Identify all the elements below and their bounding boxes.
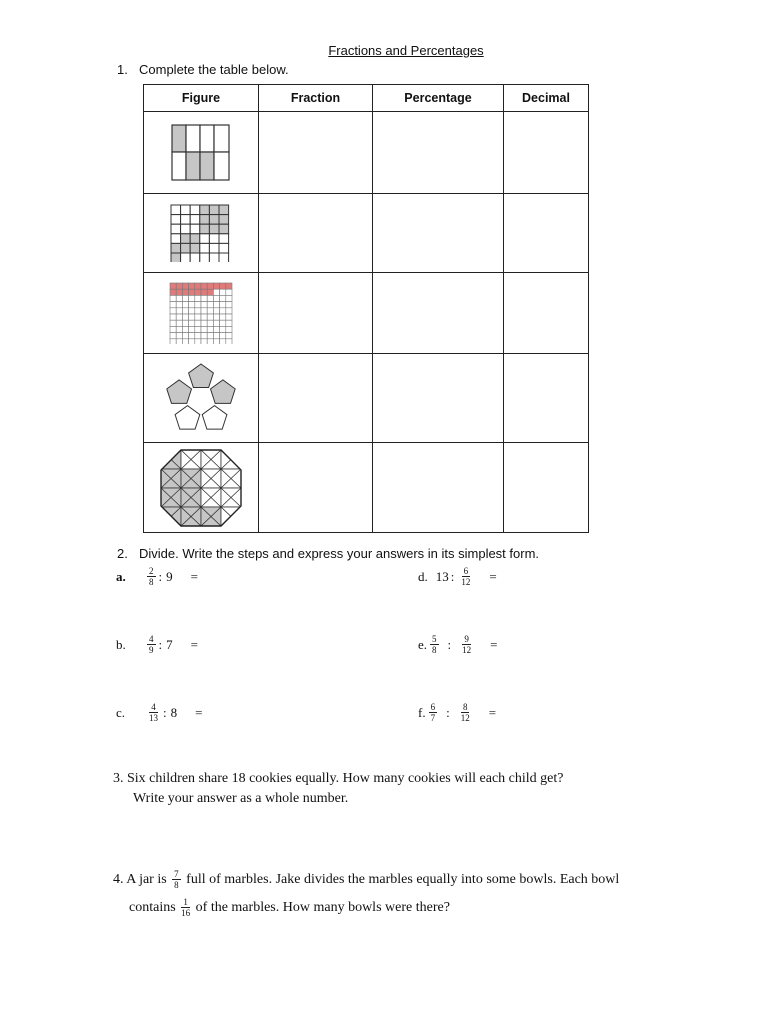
table-header-row: [144, 85, 589, 112]
grid-cell: [207, 302, 213, 308]
decimal-answer-cell[interactable]: [504, 194, 589, 273]
hundred-grid-figure: [169, 282, 233, 344]
grid-cell: [176, 333, 182, 339]
problem-d: [418, 566, 497, 587]
grid-cell: [209, 234, 219, 244]
grid-cell: [207, 333, 213, 339]
grid-cell: [226, 320, 232, 326]
grid-cell: [220, 320, 226, 326]
question-3: [113, 769, 563, 809]
grid-cell: [189, 295, 195, 301]
grid-cell: [170, 283, 176, 289]
figure-cell: [144, 273, 259, 354]
question-text: 4. A jar is: [113, 872, 167, 887]
grid-cell: [182, 333, 188, 339]
grid-cell: [171, 224, 181, 234]
table-row: [144, 112, 589, 194]
grid-cell: [220, 308, 226, 314]
grid-cell: [189, 283, 195, 289]
question-number: 1.: [117, 62, 128, 77]
table-row: [144, 443, 589, 533]
grid-cell: [171, 205, 181, 215]
grid-cell: [181, 234, 191, 244]
grid-cell: [201, 295, 207, 301]
table-row: [144, 354, 589, 443]
grid-cell: [213, 333, 219, 339]
problem-c: [116, 702, 202, 723]
equals-sign: =: [195, 704, 203, 720]
question-text: Divide. Write the steps and express your answers in its simplest form.: [139, 546, 540, 561]
fraction-answer-cell[interactable]: [259, 354, 373, 443]
figure-cell: [144, 112, 259, 194]
grid-cell: [182, 320, 188, 326]
grid-cell: [219, 243, 229, 253]
grid-cell: [219, 253, 229, 262]
header-decimal: Decimal: [504, 85, 589, 112]
grid-cell: [176, 320, 182, 326]
grid-cell: [219, 215, 229, 225]
question-number: 2.: [117, 546, 128, 561]
grid-cell: [207, 308, 213, 314]
problem-label: e.: [418, 636, 428, 652]
grid-cell: [182, 302, 188, 308]
problem-e: [418, 634, 498, 655]
header-fraction: Fraction: [259, 85, 373, 112]
grid-cell: [170, 320, 176, 326]
grid-cell: [170, 295, 176, 301]
grid-cell: [209, 243, 219, 253]
fraction: $\frac{9}{12}$: [462, 634, 472, 655]
grid-cell: [207, 283, 213, 289]
grid-cell: [176, 283, 182, 289]
grid-cell: [195, 314, 201, 320]
pentagon-shape: [189, 364, 214, 388]
grid-cell: [176, 314, 182, 320]
fraction: $\frac{6}{12}$: [461, 566, 471, 587]
equals-sign: =: [190, 568, 198, 584]
percentage-answer-cell[interactable]: [373, 112, 504, 194]
problem-f: [418, 702, 496, 723]
grid-cell: [226, 326, 232, 332]
fraction: $\frac{7}{8}$: [174, 869, 179, 891]
pentagon-shape: [167, 380, 192, 404]
grid-cell: [190, 224, 200, 234]
grid-cell: [201, 283, 207, 289]
figure-cell: [144, 354, 259, 443]
grid-cell: [176, 308, 182, 314]
grid-cell: [189, 320, 195, 326]
grid-cell: [195, 295, 201, 301]
question-text: Complete the table below.: [139, 62, 289, 77]
operand: 13: [435, 568, 449, 584]
pentagon-shape: [202, 406, 227, 430]
grid-cell: [195, 320, 201, 326]
rect-grid-figure: [171, 124, 231, 182]
colon: :: [158, 636, 163, 652]
grid-cell: [201, 314, 207, 320]
figure-cell: [144, 443, 259, 533]
table-row: [144, 194, 589, 273]
grid-cell: [189, 302, 195, 308]
equals-sign: =: [190, 636, 198, 652]
grid-cell: [171, 215, 181, 225]
question-text: 3. Six children share 18 cookies equally. How many cookies will each child get?: [113, 771, 564, 786]
figure-cell: [144, 194, 259, 273]
grid-cell: [220, 314, 226, 320]
grid-cell: [207, 326, 213, 332]
grid-cell: [200, 243, 210, 253]
colon: :: [446, 704, 450, 720]
grid-cell: [171, 253, 181, 262]
grid-cell: [201, 308, 207, 314]
grid-cell: [226, 308, 232, 314]
decimal-answer-cell[interactable]: [504, 354, 589, 443]
grid-cell: [170, 289, 176, 295]
grid-cell: [171, 243, 181, 253]
grid-cell: [220, 302, 226, 308]
grid-cell: [189, 289, 195, 295]
grid-cell: [189, 314, 195, 320]
problem-label: a.: [116, 568, 126, 584]
fraction-answer-cell[interactable]: [259, 273, 373, 354]
grid-cell: [171, 234, 181, 244]
grid-cell: [201, 333, 207, 339]
problem-a: [116, 566, 198, 587]
grid-cell: [201, 302, 207, 308]
percentage-answer-cell[interactable]: [373, 194, 504, 273]
question-text: contains: [129, 900, 176, 915]
grid-cell: [207, 289, 213, 295]
grid-cell: [182, 314, 188, 320]
fraction: $\frac{8}{12}$: [460, 702, 470, 723]
page-title: Fractions and Percentages: [328, 43, 484, 58]
grid-cell: [190, 253, 200, 262]
equals-sign: =: [489, 568, 497, 584]
grid-cell: [201, 339, 207, 344]
fraction: $\frac{5}{8}$: [432, 634, 437, 655]
grid-cell: [190, 215, 200, 225]
question-text: Write your answer as a whole number.: [133, 791, 349, 806]
grid-cell: [181, 243, 191, 253]
grid-cell: [213, 314, 219, 320]
question-4: [113, 866, 619, 922]
grid-cell: [195, 326, 201, 332]
grid-cell: [200, 224, 210, 234]
grid-cell: [190, 243, 200, 253]
grid-cell: [182, 326, 188, 332]
grid-cell: [182, 339, 188, 344]
grid-cell: [220, 339, 226, 344]
grid-cell: [200, 234, 210, 244]
grid-cell: [219, 234, 229, 244]
grid-cell: [207, 295, 213, 301]
grid-cell: [176, 326, 182, 332]
grid-cell: [226, 295, 232, 301]
grid-cell: [213, 308, 219, 314]
grid-cell: [201, 289, 207, 295]
grid-cell: [213, 289, 219, 295]
header-figure: Figure: [144, 85, 259, 112]
grid-cell: [226, 289, 232, 295]
fraction: $\frac{1}{16}$: [181, 897, 191, 919]
grid-cell: [220, 283, 226, 289]
octagon-figure: [159, 448, 243, 528]
fraction-answer-cell[interactable]: [259, 443, 373, 533]
grid-cell: [195, 339, 201, 344]
grid-cell: [200, 215, 210, 225]
grid-cell: [209, 215, 219, 225]
grid-cell: [226, 314, 232, 320]
grid-cell: [200, 253, 210, 262]
decimal-answer-cell[interactable]: [504, 273, 589, 354]
grid-cell: [219, 205, 229, 215]
percentage-answer-cell[interactable]: [373, 273, 504, 354]
grid-cell: [207, 314, 213, 320]
grid-cell: [220, 295, 226, 301]
grid-cell: [213, 283, 219, 289]
grid-cell: [209, 205, 219, 215]
grid-cell: [195, 302, 201, 308]
octagon-pieces: [161, 450, 241, 526]
grid-cell: [189, 339, 195, 344]
grid-cell: [176, 289, 182, 295]
percentage-answer-cell[interactable]: [373, 443, 504, 533]
grid-cell: [207, 339, 213, 344]
grid-cell: [189, 326, 195, 332]
percentage-answer-cell[interactable]: [373, 354, 504, 443]
fraction-answer-cell[interactable]: [259, 194, 373, 273]
colon: :: [447, 636, 452, 652]
grid-cell: [209, 224, 219, 234]
grid-cell: [195, 289, 201, 295]
six-by-six-grid-figure: [170, 204, 232, 262]
problem-label: b.: [116, 636, 126, 652]
decimal-answer-cell[interactable]: [504, 112, 589, 194]
grid-cell: [226, 339, 232, 344]
pentagon-shape: [175, 406, 200, 430]
grid-cell: [182, 295, 188, 301]
grid-cell: [170, 326, 176, 332]
problem-label: c.: [116, 704, 126, 720]
header-percentage: Percentage: [373, 85, 504, 112]
grid-cell: [170, 308, 176, 314]
fraction-answer-cell[interactable]: [259, 112, 373, 194]
table-row: [144, 273, 589, 354]
grid-cell: [190, 205, 200, 215]
equals-sign: =: [488, 704, 497, 720]
fractions-table: [143, 84, 589, 533]
grid-cell: [170, 314, 176, 320]
grid-cell: [201, 320, 207, 326]
fraction: $\frac{2}{8}$: [149, 566, 154, 587]
decimal-answer-cell[interactable]: [504, 443, 589, 533]
equals-sign: =: [490, 636, 498, 652]
pentagon-flower-figure: [159, 362, 243, 434]
grid-cell: [201, 326, 207, 332]
grid-cell: [207, 320, 213, 326]
grid-cell: [200, 205, 210, 215]
grid-cell: [170, 302, 176, 308]
question-text: of the marbles. How many bowls were there?: [195, 900, 450, 915]
grid-cell: [213, 295, 219, 301]
grid-cell: [195, 333, 201, 339]
grid-cell: [195, 308, 201, 314]
grid-cell: [181, 224, 191, 234]
grid-cell: [176, 302, 182, 308]
grid-cell: [220, 333, 226, 339]
grid-cell: [181, 215, 191, 225]
grid-cell: [213, 302, 219, 308]
colon: :: [163, 704, 167, 720]
grid-cell: [182, 289, 188, 295]
operand: 9: [166, 568, 173, 584]
problem-label: d.: [418, 568, 428, 584]
grid-cell: [181, 205, 191, 215]
grid-cell: [226, 302, 232, 308]
grid-cell: [226, 283, 232, 289]
grid-cell: [176, 339, 182, 344]
grid-cell: [220, 326, 226, 332]
grid-cell: [189, 308, 195, 314]
grid-cell: [182, 283, 188, 289]
operand: 8: [170, 704, 178, 720]
grid-cell: [226, 333, 232, 339]
fraction: $\frac{4}{9}$: [149, 634, 154, 655]
operand: 7: [166, 636, 173, 652]
grid-cell: [195, 283, 201, 289]
grid-cell: [213, 339, 219, 344]
grid-cell: [181, 253, 191, 262]
question-2: [117, 546, 539, 561]
grid-cell: [170, 339, 176, 344]
grid-cell: [209, 253, 219, 262]
problem-b: [116, 634, 198, 655]
colon: :: [450, 568, 455, 584]
grid-cell: [213, 320, 219, 326]
grid-cell: [182, 308, 188, 314]
fraction: $\frac{4}{13}$: [149, 702, 158, 723]
pentagon-shape: [211, 380, 236, 404]
question-text: full of marbles. Jake divides the marbles equally into some bowls. Each bowl: [186, 872, 620, 887]
grid-cell: [189, 333, 195, 339]
grid-cell: [190, 234, 200, 244]
grid-cell: [176, 295, 182, 301]
grid-cell: [220, 289, 226, 295]
grid-cell: [170, 333, 176, 339]
question-1: [117, 62, 289, 77]
colon: :: [158, 568, 163, 584]
fraction: $\frac{6}{7}$: [430, 702, 436, 723]
grid-cell: [219, 224, 229, 234]
problem-label: f.: [418, 704, 426, 720]
grid-cell: [213, 326, 219, 332]
